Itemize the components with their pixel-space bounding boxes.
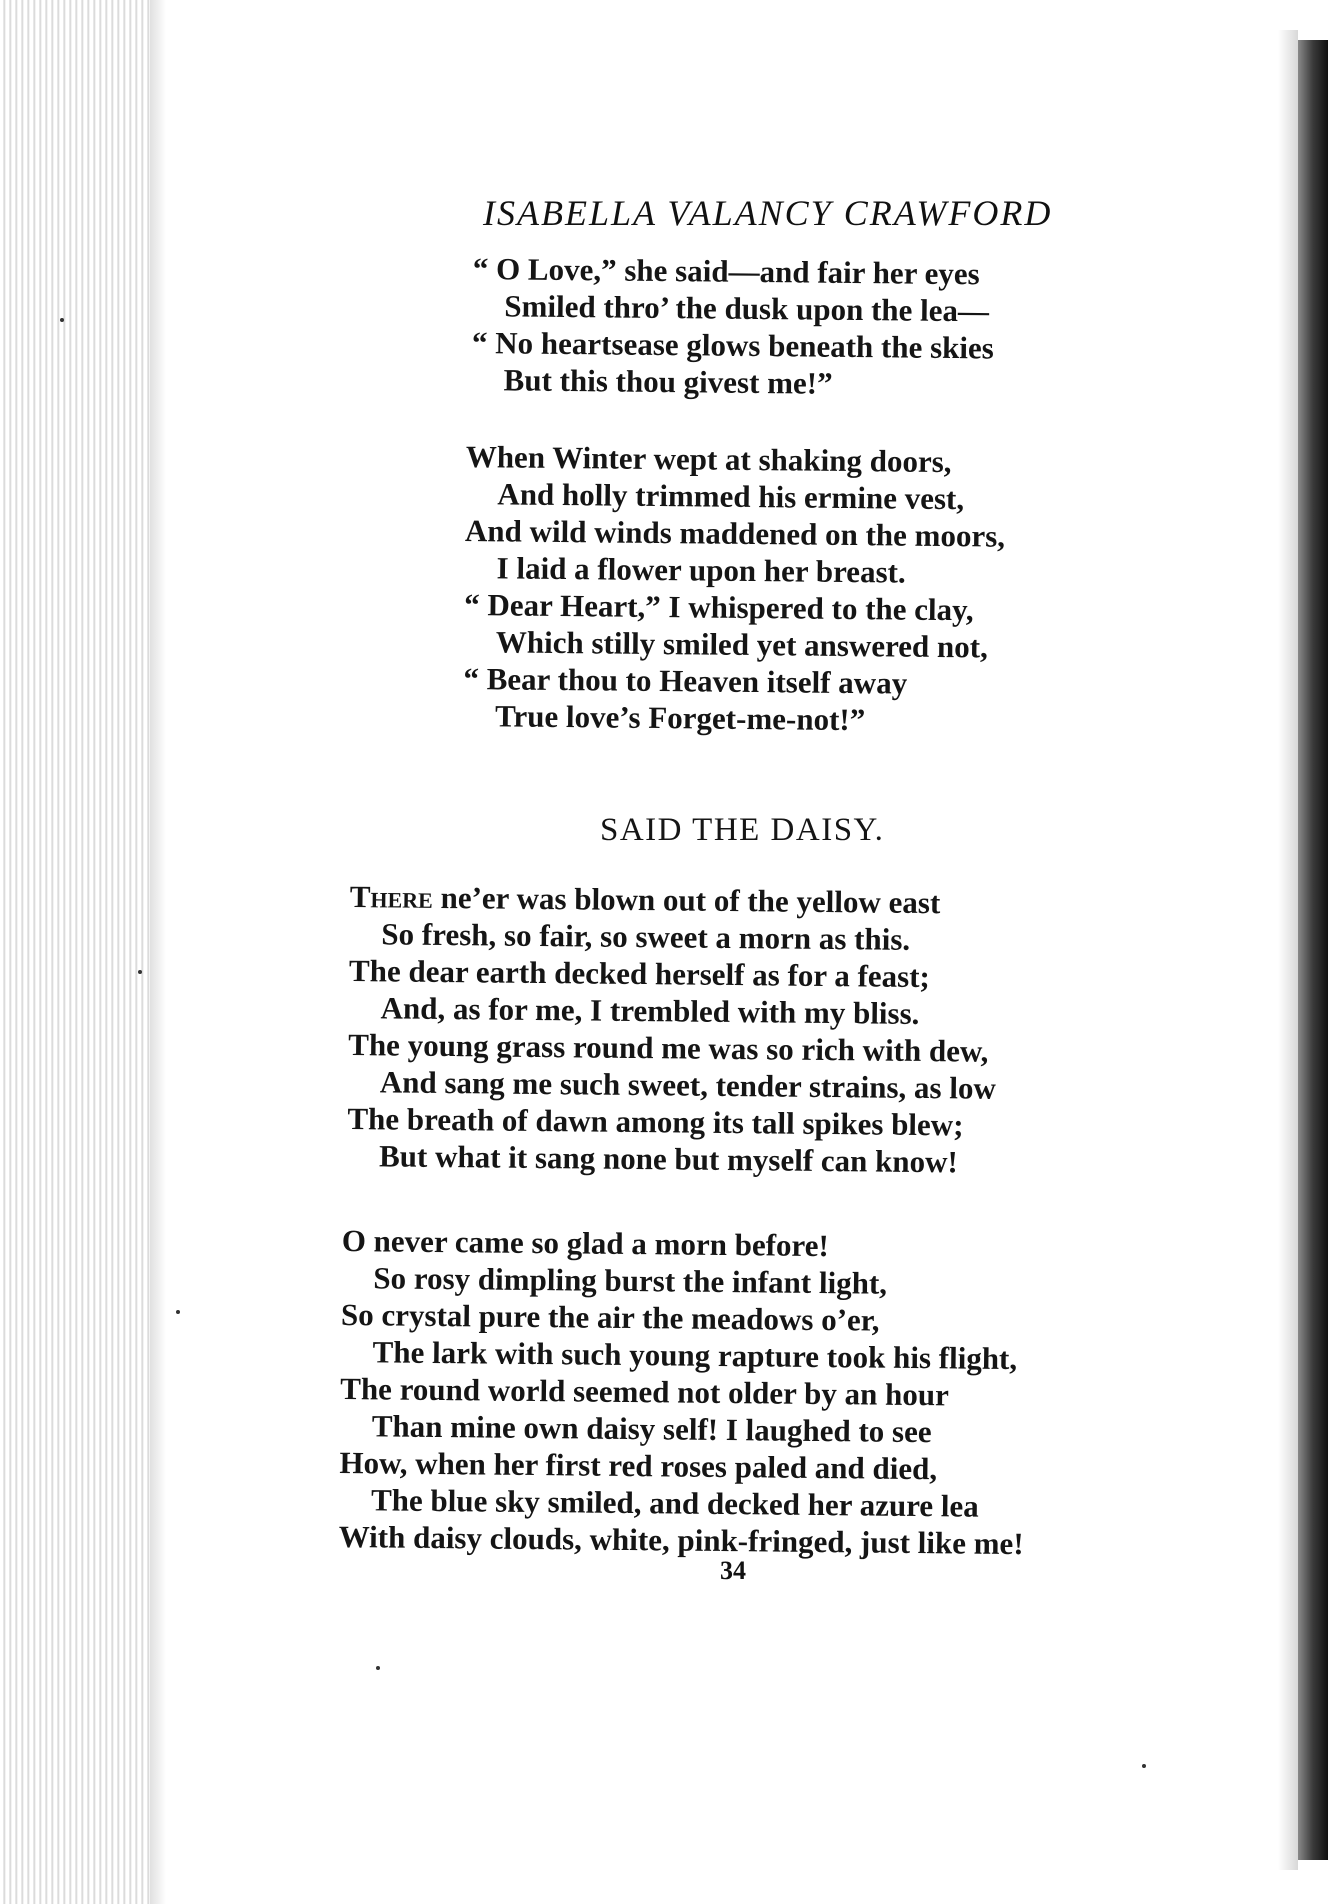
verse-line: So crystal pure the air the meadows o’er,	[340, 1296, 880, 1338]
verse-line: The lark with such young rapture took his flight,	[372, 1334, 1018, 1377]
stanza-2	[463, 438, 1286, 743]
verse-line: I laid a flower upon her breast.	[496, 550, 906, 590]
verse-line: So fresh, so fair, so sweet a morn as this.	[381, 916, 911, 957]
verse-line: How, when her first red roses paled and died,	[339, 1444, 938, 1487]
scan-speck	[60, 318, 64, 322]
verse-line: “ O Love,” she said—and fair her eyes	[472, 250, 980, 292]
verse-line: The round world seemed not older by an hour	[340, 1370, 950, 1413]
verse-line: True love’s Forget-me-not!”	[494, 698, 866, 738]
stanza-3	[347, 878, 1170, 1183]
verse-line: But what it sang none but myself can know!	[378, 1138, 959, 1180]
verse-line: Smiled thro’ the dusk upon the lea—	[504, 288, 990, 329]
first-word: There	[349, 878, 434, 915]
verse-line: And holly trimmed his ermine vest,	[497, 476, 965, 517]
running-head: ISABELLA VALANCY CRAWFORD	[483, 193, 1053, 233]
first-line-rest: ne’er was blown out of the yellow east	[432, 879, 941, 921]
verse-line: The young grass round me was so rich with dew,	[348, 1026, 989, 1069]
verse-line: And sang me such sweet, tender strains, as low	[379, 1064, 997, 1106]
verse-line: When Winter wept at shaking doors,	[465, 438, 952, 480]
poem-title: SAID THE DAISY.	[600, 812, 885, 848]
verse-line: Than mine own daisy self! I laughed to see	[371, 1408, 932, 1450]
verse-line: “ Dear Heart,” I whispered to the clay,	[464, 586, 974, 628]
stanza-4	[339, 1222, 1162, 1564]
verse-line: “ No heartsease glows beneath the skies	[471, 324, 994, 366]
verse-line: But this thou givest me!”	[503, 362, 833, 401]
scan-speck	[176, 1310, 180, 1314]
verse-line: So rosy dimpling burst the infant light,	[373, 1260, 888, 1301]
verse-line: The blue sky smiled, and decked her azure lea	[370, 1482, 979, 1524]
verse-line: “ Bear thou to Heaven itself away	[463, 660, 908, 701]
verse-line: The dear earth decked herself as for a feast;	[348, 952, 931, 995]
scan-speck	[138, 970, 142, 974]
stanza-1	[471, 250, 1293, 407]
page-number: 34	[720, 1556, 746, 1585]
verse-line: O never came so glad a morn before!	[341, 1223, 829, 1264]
verse-line: Which stilly smiled yet answered not,	[495, 624, 989, 665]
scan-speck	[1142, 1764, 1146, 1768]
verse-line: And, as for me, I trembled with my bliss.	[380, 990, 920, 1031]
verse-line: With daisy clouds, white, pink-fringed, just like me!	[338, 1518, 1024, 1562]
verse-line: The breath of dawn among its tall spikes blew;	[347, 1100, 964, 1143]
scan-speck	[376, 1666, 380, 1670]
verse-line: And wild winds maddened on the moors,	[464, 512, 1006, 554]
